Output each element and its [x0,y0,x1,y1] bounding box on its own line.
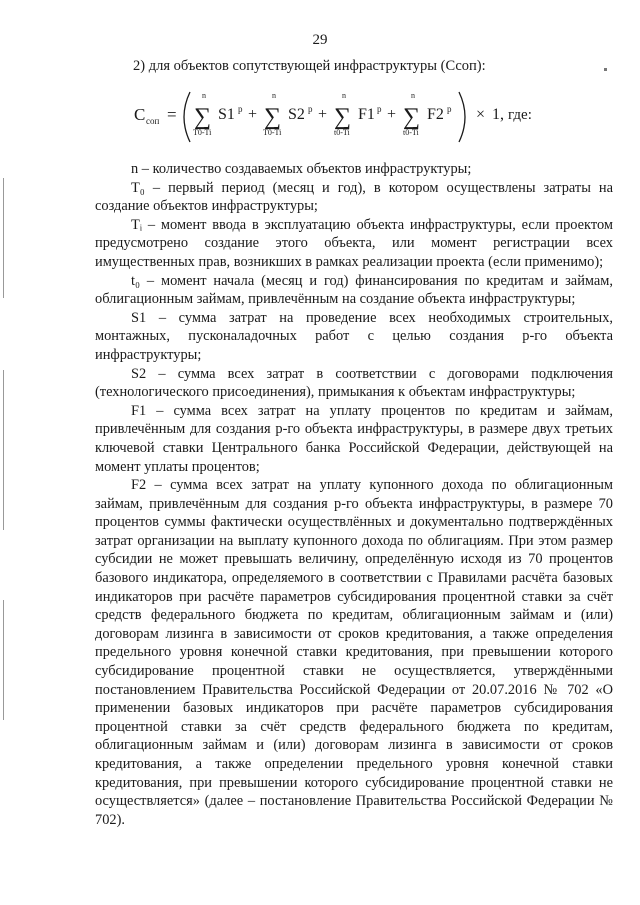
sum-lower-1: T0-Ti [193,128,212,137]
term-name-1: S1 [218,106,235,123]
sum-sign-3: ∑ [334,104,352,130]
term-sup-3: p [377,104,382,114]
term-sup-2: p [308,104,313,114]
section-heading: 2) для объектов сопутствующей инфраструктуры (Ссоп): [133,58,486,74]
formula-lhs: С [134,105,146,124]
formula-suffix: где: [508,107,532,123]
plus-1: + [248,106,258,123]
paragraph: n – количество создаваемых объектов инфраструктуры; [131,161,472,177]
paragraph: S1 – сумма затрат на проведение всех необходимых строительных, монтажных, пусконаладочных работ с целью создания p-го объекта инфраструктуры; [95,309,613,363]
scan-edge-mark [3,370,4,530]
formula-times: × [476,106,486,123]
formula-right-paren [459,92,465,142]
sum-upper-1: n [202,91,206,100]
sum-lower-3: t0-Ti [334,128,350,137]
sum-lower-4: t0-Ti [403,128,419,137]
sum-sign-2: ∑ [264,104,282,130]
sum-sign-1: ∑ [194,104,212,130]
term-sup-1: p [238,104,243,114]
sum-sign-4: ∑ [403,104,421,130]
body-text [95,160,613,829]
formula-equals: = [167,105,177,124]
sum-upper-2: n [272,91,276,100]
term-name-4: F2 [427,106,444,123]
term-name-2: S2 [288,106,305,123]
page-number: 29 [312,32,328,48]
formula [130,88,570,144]
formula-left-paren [184,92,190,142]
term-name-3: F1 [358,106,375,123]
sum-upper-4: n [411,91,415,100]
scan-edge-mark [3,600,4,720]
formula-multiplier: 1, [492,106,504,123]
scan-mark [604,68,607,71]
term-sup-4: p [447,104,452,114]
scan-edge-mark [3,178,4,298]
sum-lower-2: T0-Ti [263,128,282,137]
paragraph: T₀ – первый период (месяц и год), в котором осуществлены затраты на создание объектов инфраструктуры; [95,179,613,215]
paragraph: Tᵢ – момент ввода в эксплуатацию объекта инфраструктуры, если проектом предусмотрено создание этого объекта, или момент регистрации всех имущественных прав, возникших в рамках реализации проекта (если применимо); [95,216,613,270]
paragraph: S2 – сумма всех затрат в соответствии с договорами подключения (технологического присоединения), примыкания к объектам инфраструктуры; [95,365,613,401]
plus-2: + [318,106,328,123]
plus-3: + [387,106,397,123]
formula-lhs-sub: соп [146,116,160,126]
paragraph: F2 – сумма всех затрат на уплату купонного дохода по облигационным займам, привлечённым для создания p-го объекта инфраструктуры, в размере 70 процентов суммы фактически осуществлённых и документально подтверждённых затрат организации на выплату купонного дохода по облигациям. При этом размер субсидии не может превышать величину, определённую исходя из 70 процентов базового индикатора, определяемого в соответствии с Правилами расчёта базовых индикаторов при расчёте параметров субсидирования процентной ставки за счёт средств федерального бюджета по кредитам, облигационным займам и (или) договорам лизинга в зависимости от сроков кредитования, а также определения предельного уровня конечной ставки кредитования, при превышении которого субсидирование процентной ставки не осуществляется, утверждёнными постановлением Правительства Российской Федерации от 20.07.2016 № 702 «О применении базовых индикаторов при расчёте параметров субсидирования процентной ставки за счёт средств федерального бюджета по кредитам, облигационным займам и (или) договорам лизинга в зависимости от сроков кредитования, а также определении предельного уровня конечной ставки кредитования, при превышении которого субсидирование процентной ставки не осуществляется» (далее – постановление Правительства Российской Федерации № 702). [95,477,613,828]
paragraph: t₀ – момент начала (месяц и год) финансирования по кредитам и займам, облигационным займам, привлечённым на создание объекта инфраструктуры; [95,272,613,308]
paragraph: F1 – сумма всех затрат на уплату процентов по кредитам и займам, привлечённым для создания p-го объекта инфраструктуры, в размере двух третьих ключевой ставки Центрального банка Российской Федерации, действующей на момент уплаты процентов; [95,402,613,475]
sum-upper-3: n [342,91,346,100]
formula-svg [130,88,570,148]
